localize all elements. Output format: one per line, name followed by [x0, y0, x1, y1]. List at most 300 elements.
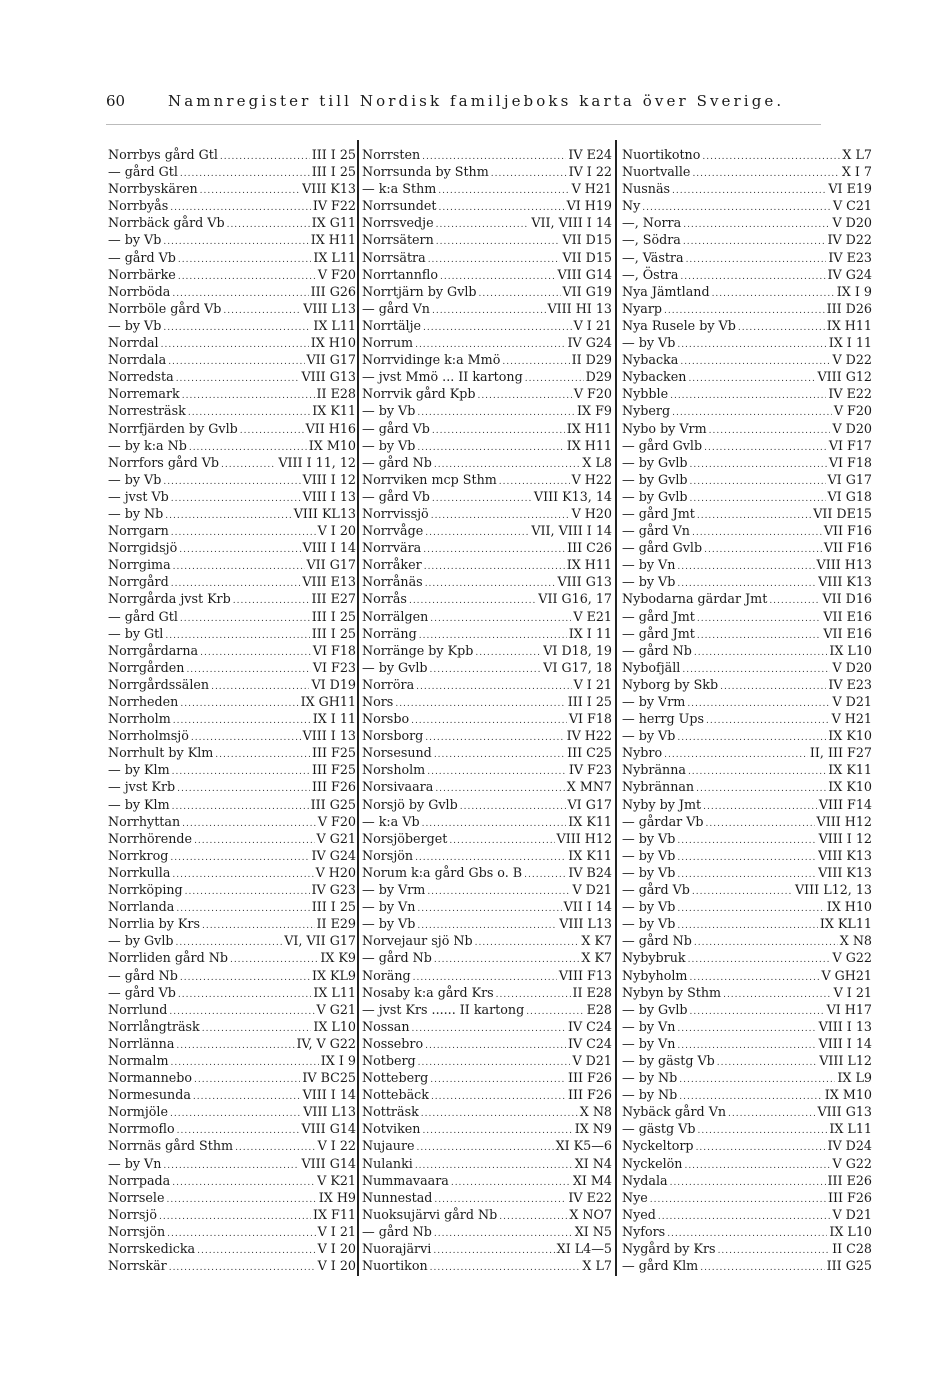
entry-name: — gård Gtl	[108, 164, 178, 180]
entry-map-reference: V D21	[572, 882, 612, 898]
entry-name: Norrgima	[108, 557, 171, 573]
leader-dots	[664, 303, 825, 317]
leader-dots	[165, 508, 291, 522]
entry-name: — by Vb	[108, 232, 162, 248]
leader-dots	[438, 183, 569, 197]
entry-map-reference: VIII G14	[301, 1155, 356, 1171]
index-entry	[108, 214, 356, 231]
leader-dots	[172, 799, 309, 813]
entry-map-reference: VIII F14	[818, 796, 872, 812]
leader-dots	[171, 525, 316, 539]
entry-map-reference: VII F16	[823, 540, 872, 556]
index-entry	[108, 1069, 356, 1086]
leader-dots	[427, 884, 570, 898]
index-entry	[622, 915, 872, 932]
entry-name: — gård Vb	[362, 420, 430, 436]
entry-map-reference: XI L4—5	[556, 1241, 612, 1256]
entry-name: Ny	[622, 198, 641, 214]
index-entry	[362, 420, 612, 437]
entry-map-reference: XI M4	[572, 1172, 612, 1188]
index-entry	[622, 539, 872, 556]
leader-dots	[431, 508, 570, 522]
entry-name: Norrlia by Krs	[108, 916, 200, 932]
index-entry	[362, 1086, 612, 1103]
entry-name: Nummavaara	[362, 1172, 449, 1188]
index-entry	[108, 590, 356, 607]
entry-name: Nybo by Vrm	[622, 420, 707, 436]
index-entry	[622, 249, 872, 266]
entry-name: Norrbärke	[108, 266, 176, 282]
entry-name: Norrsjön	[108, 1223, 166, 1239]
entry-map-reference: IV E22	[568, 1189, 612, 1205]
entry-name: — by Vn	[108, 1155, 162, 1171]
leader-dots	[460, 799, 566, 813]
entry-map-reference: VIII G13	[817, 1104, 872, 1120]
entry-name: Norrsätern	[362, 232, 434, 248]
page-number: 60	[106, 92, 126, 110]
entry-map-reference: III I 25	[311, 608, 356, 624]
index-entry	[108, 1172, 356, 1189]
entry-name: — by Gvlb	[622, 454, 688, 470]
index-entry	[108, 522, 356, 539]
entry-map-reference: VIII I 13	[818, 1018, 872, 1034]
entry-map-reference: IX KL11	[819, 916, 872, 932]
entry-map-reference: VI, VII G17	[284, 933, 356, 949]
entry-map-reference: V E21	[573, 608, 612, 624]
leader-dots	[679, 1072, 835, 1086]
entry-map-reference: II, III F27	[809, 745, 872, 761]
entry-map-reference: V H22	[571, 471, 612, 487]
index-entry	[362, 625, 612, 642]
entry-name: — by Nb	[622, 1070, 678, 1086]
entry-map-reference: V H21	[571, 181, 612, 197]
index-entry	[362, 437, 612, 454]
entry-name: Norredsta	[108, 369, 174, 385]
index-entry	[108, 351, 356, 368]
index-entry	[362, 1155, 612, 1172]
index-entry	[362, 573, 612, 590]
entry-map-reference: VI G17	[827, 471, 872, 487]
entry-name: Nybro	[622, 745, 663, 761]
leader-dots	[176, 901, 309, 915]
leader-dots	[436, 217, 530, 231]
entry-name: — by Vb	[362, 403, 416, 419]
leader-dots	[233, 593, 310, 607]
leader-dots	[415, 850, 566, 864]
index-column-2	[362, 146, 612, 1274]
leader-dots	[411, 713, 567, 727]
entry-name: Norrskedicka	[108, 1241, 196, 1256]
entry-name: — gård Vb	[622, 882, 690, 898]
entry-map-reference: III F26	[567, 1087, 612, 1103]
leader-dots	[432, 423, 565, 437]
index-entry	[362, 454, 612, 471]
index-entry	[622, 1223, 872, 1240]
leader-dots	[417, 918, 557, 932]
entry-name: — k:a Sthm	[362, 181, 437, 197]
leader-dots	[417, 440, 564, 454]
leader-dots	[178, 987, 311, 1001]
entry-name: Norrskär	[108, 1258, 167, 1274]
leader-dots	[221, 457, 276, 471]
leader-dots	[186, 662, 310, 676]
entry-map-reference: VI F23	[312, 659, 356, 675]
index-entry	[622, 437, 872, 454]
entry-name: Notviken	[362, 1121, 421, 1137]
leader-dots	[703, 799, 817, 813]
entry-name: Norsjöberget	[362, 830, 448, 846]
index-entry	[108, 420, 356, 437]
entry-name: Notträsk	[362, 1104, 419, 1120]
leader-dots	[677, 559, 814, 573]
entry-name: Norrheden	[108, 694, 179, 709]
index-entry	[362, 915, 612, 932]
leader-dots	[176, 935, 283, 949]
entry-name: — by Gvlb	[108, 933, 174, 949]
index-entry	[108, 454, 356, 471]
leader-dots	[502, 354, 569, 368]
entry-map-reference: IX K11	[568, 813, 612, 829]
entry-map-reference: V I 21	[833, 984, 872, 1000]
index-entry	[362, 796, 612, 813]
entry-name: — gård Vn	[362, 300, 430, 316]
entry-map-reference: IX H11	[566, 420, 612, 436]
index-entry	[108, 385, 356, 402]
leader-dots	[173, 713, 311, 727]
entry-name: Norrpada	[108, 1172, 171, 1188]
entry-name: Nottebäck	[362, 1087, 429, 1103]
entry-name: Norrvik gård Kpb	[362, 386, 476, 402]
entry-name: — gård Nb	[108, 967, 178, 983]
entry-map-reference: V I 20	[317, 1258, 356, 1274]
index-entry	[108, 180, 356, 197]
entry-map-reference: IX M10	[824, 1087, 872, 1103]
entry-map-reference: III I 25	[311, 625, 356, 641]
entry-map-reference: IX L10	[313, 1018, 356, 1034]
entry-name: — by Vn	[622, 557, 676, 573]
entry-name: — gård Nb	[622, 933, 692, 949]
entry-name: Norrtälje	[362, 317, 422, 333]
entry-map-reference: VIII I 12	[302, 471, 356, 487]
entry-name: Nyckeltorp	[622, 1138, 694, 1154]
index-entry	[362, 505, 612, 522]
leader-dots	[688, 764, 826, 778]
leader-dots	[475, 645, 541, 659]
entry-name: Norrsunda by Sthm	[362, 164, 489, 180]
entry-name: —, Södra	[622, 232, 681, 248]
entry-map-reference: II E29	[316, 916, 356, 932]
entry-name: Nuortvalle	[622, 164, 691, 180]
index-entry	[362, 1189, 612, 1206]
index-entry	[362, 385, 612, 402]
index-entry	[622, 1103, 872, 1120]
index-entry	[362, 522, 612, 539]
entry-map-reference: V G21	[316, 1001, 356, 1017]
entry-map-reference: II E28	[572, 984, 612, 1000]
leader-dots	[769, 593, 820, 607]
leader-dots	[430, 1260, 581, 1274]
leader-dots	[706, 713, 830, 727]
leader-dots	[423, 542, 565, 556]
index-entry	[108, 488, 356, 505]
entry-map-reference: VII E16	[823, 625, 872, 641]
entry-map-reference: IX L10	[829, 1223, 872, 1239]
index-entry	[362, 967, 612, 984]
index-entry	[622, 573, 872, 590]
leader-dots	[202, 918, 315, 932]
entry-name: Nye	[622, 1189, 648, 1205]
entry-name: Nybrännan	[622, 779, 695, 795]
index-entry	[362, 146, 612, 163]
entry-name: Norrtjärn by Gvlb	[362, 283, 477, 299]
entry-map-reference: XI N5	[574, 1223, 612, 1239]
entry-name: Nyed	[622, 1206, 656, 1222]
index-entry	[622, 334, 872, 351]
entry-map-reference: VIII L12, 13	[794, 882, 872, 898]
index-entry	[622, 522, 872, 539]
entry-map-reference: V I 21	[317, 1223, 356, 1239]
leader-dots	[688, 371, 815, 385]
index-entry	[622, 556, 872, 573]
header-rule	[106, 124, 821, 125]
entry-map-reference: IX GH11	[300, 694, 356, 709]
leader-dots	[434, 457, 581, 471]
entry-map-reference: IX L10	[829, 642, 872, 658]
entry-name: Nujaure	[362, 1138, 415, 1154]
entry-name: Nybyn by Sthm	[622, 984, 722, 1000]
entry-map-reference: IV G24	[567, 335, 612, 351]
entry-map-reference: IX F9	[577, 403, 612, 419]
entry-map-reference: VI H17	[826, 1001, 872, 1017]
index-entry	[622, 984, 872, 1001]
entry-map-reference: III I 25	[567, 694, 612, 709]
entry-map-reference: X N8	[579, 1104, 612, 1120]
entry-map-reference: VI H19	[566, 198, 612, 214]
entry-map-reference: X K7	[581, 950, 612, 966]
leader-dots	[416, 679, 571, 693]
entry-map-reference: VII D15	[562, 249, 612, 265]
entry-map-reference: VI G17	[567, 796, 612, 812]
entry-map-reference: VI F18	[568, 711, 612, 727]
index-entry	[362, 231, 612, 248]
leader-dots	[422, 816, 567, 830]
entry-map-reference: VIII K13	[818, 864, 872, 880]
index-entry	[622, 1052, 872, 1069]
index-entry	[622, 385, 872, 402]
entry-name: Norrvissjö	[362, 505, 429, 521]
index-entry	[362, 659, 612, 676]
index-entry	[622, 659, 872, 676]
leader-dots	[417, 1140, 554, 1154]
entry-name: Norrsvedje	[362, 215, 434, 231]
leader-dots	[728, 1106, 815, 1120]
entry-map-reference: IX H11	[826, 317, 872, 333]
entry-name: Normesunda	[108, 1087, 191, 1103]
leader-dots	[159, 1209, 311, 1223]
leader-dots	[672, 405, 832, 419]
index-entry	[622, 864, 872, 881]
entry-map-reference: VIII H12	[816, 813, 872, 829]
entry-name: Norsjö by Gvlb	[362, 796, 458, 812]
entry-name: Nyckelön	[622, 1155, 683, 1171]
entry-map-reference: X K7	[581, 933, 612, 949]
entry-map-reference: V D20	[832, 659, 872, 675]
leader-dots	[171, 491, 301, 505]
index-entry	[622, 608, 872, 625]
entry-name: — gästg Vb	[622, 1121, 696, 1137]
index-entry	[362, 488, 612, 505]
leader-dots	[702, 149, 840, 163]
index-entry	[622, 1086, 872, 1103]
entry-map-reference: XI N4	[574, 1155, 612, 1171]
leader-dots	[694, 935, 838, 949]
entry-map-reference: VI F18	[828, 454, 872, 470]
entry-map-reference: V C21	[832, 198, 872, 214]
index-entry	[108, 744, 356, 761]
leader-dots	[421, 1106, 578, 1120]
entry-map-reference: VII D15	[562, 232, 612, 248]
entry-map-reference: X I 7	[841, 164, 872, 180]
index-entry	[362, 249, 612, 266]
entry-name: Nybäck gård Vn	[622, 1104, 727, 1120]
entry-map-reference: V I 21	[573, 676, 612, 692]
entry-map-reference: IX I 9	[320, 1052, 356, 1068]
index-entry	[362, 642, 612, 659]
index-entry	[362, 1001, 612, 1018]
index-entry	[362, 744, 612, 761]
index-entry	[362, 351, 612, 368]
index-entry	[622, 146, 872, 163]
entry-name: Nyborg by Skb	[622, 676, 719, 692]
entry-name: — gård Nb	[362, 454, 432, 470]
entry-name: —, Norra	[622, 215, 682, 231]
entry-map-reference: III F25	[311, 745, 356, 761]
index-entry	[622, 830, 872, 847]
entry-map-reference: III I 25	[311, 164, 356, 180]
index-entry	[108, 949, 356, 966]
leader-dots	[432, 303, 546, 317]
entry-map-reference: IV B24	[568, 864, 612, 880]
leader-dots	[696, 1140, 826, 1154]
entry-name: Norrgarn	[108, 523, 169, 539]
leader-dots	[163, 474, 300, 488]
entry-name: — by gästg Vb	[622, 1052, 715, 1068]
leader-dots	[176, 371, 300, 385]
entry-map-reference: IV BC25	[302, 1070, 356, 1086]
entry-map-reference: VIII G12	[817, 369, 872, 385]
entry-name: Norrås	[362, 591, 407, 607]
index-entry	[108, 556, 356, 573]
entry-map-reference: V I 21	[573, 317, 612, 333]
entry-map-reference: IV G24	[827, 266, 872, 282]
leader-dots	[697, 611, 822, 625]
index-entry	[622, 454, 872, 471]
entry-map-reference: VI G18	[827, 488, 872, 504]
index-entry	[622, 214, 872, 231]
entry-name: — by Vb	[622, 830, 676, 846]
index-entry	[362, 949, 612, 966]
leader-dots	[686, 252, 827, 266]
index-entry	[108, 402, 356, 419]
index-entry	[108, 197, 356, 214]
entry-map-reference: V G22	[832, 950, 872, 966]
leader-dots	[438, 200, 564, 214]
entry-map-reference: V F20	[317, 266, 356, 282]
leader-dots	[415, 337, 565, 351]
entry-map-reference: III D26	[826, 300, 872, 316]
index-column-3	[622, 146, 872, 1274]
entry-map-reference: VII E16	[823, 608, 872, 624]
entry-name: — gård Jmt	[622, 625, 695, 641]
leader-dots	[524, 867, 566, 881]
leader-dots	[682, 662, 830, 676]
entry-name: Norrkulla	[108, 864, 171, 880]
leader-dots	[179, 542, 300, 556]
leader-dots	[434, 952, 580, 966]
leader-dots	[215, 747, 310, 761]
entry-map-reference: VIII K13, 14	[533, 488, 612, 504]
leader-dots	[163, 1158, 299, 1172]
entry-map-reference: VI F18	[312, 642, 356, 658]
leader-dots	[431, 1089, 566, 1103]
leader-dots	[677, 576, 816, 590]
entry-map-reference: IX F11	[312, 1206, 356, 1222]
index-entry	[622, 813, 872, 830]
leader-dots	[709, 423, 831, 437]
entry-name: Norrsätra	[362, 249, 426, 265]
entry-name: — gård Vb	[362, 488, 430, 504]
index-entry	[622, 1001, 872, 1018]
entry-name: Norrlänna	[108, 1035, 175, 1051]
entry-name: — gårdar Vb	[622, 813, 704, 829]
entry-name: Normjöle	[108, 1104, 168, 1120]
leader-dots	[694, 645, 827, 659]
entry-name: Nuortikotno	[622, 147, 701, 162]
index-entry	[108, 437, 356, 454]
leader-dots	[692, 884, 793, 898]
entry-map-reference: IX I 11	[568, 625, 612, 641]
leader-dots	[683, 217, 830, 231]
entry-name: — by Vb	[362, 437, 416, 453]
index-entry	[362, 864, 612, 881]
entry-map-reference: V D21	[572, 1052, 612, 1068]
entry-name: —, Östra	[622, 266, 679, 282]
entry-map-reference: IX H11	[566, 437, 612, 453]
entry-name: Nybacka	[622, 352, 679, 368]
leader-dots	[680, 269, 825, 283]
leader-dots	[185, 884, 310, 898]
leader-dots	[418, 1055, 571, 1069]
entry-name: Nulanki	[362, 1155, 413, 1171]
index-entry	[622, 163, 872, 180]
index-entry	[362, 1120, 612, 1137]
entry-map-reference: IX I 11	[312, 711, 356, 727]
entry-name: Norrgårda jvst Krb	[108, 591, 231, 607]
entry-name: —, Västra	[622, 249, 684, 265]
entry-name: — jvst Mmö ... II kartong	[362, 369, 523, 385]
entry-name: Nossebro	[362, 1035, 424, 1051]
leader-dots	[172, 286, 308, 300]
entry-name: — herrg Ups	[622, 711, 705, 727]
entry-map-reference: III G26	[310, 283, 356, 299]
entry-name: — by Vb	[622, 574, 676, 590]
entry-map-reference: IX H11	[310, 232, 356, 248]
index-entry	[362, 556, 612, 573]
entry-name: — gård Gvlb	[622, 540, 703, 556]
leader-dots	[435, 781, 564, 795]
entry-map-reference: IX L11	[829, 1121, 872, 1137]
entry-name: Nybybruk	[622, 950, 686, 966]
